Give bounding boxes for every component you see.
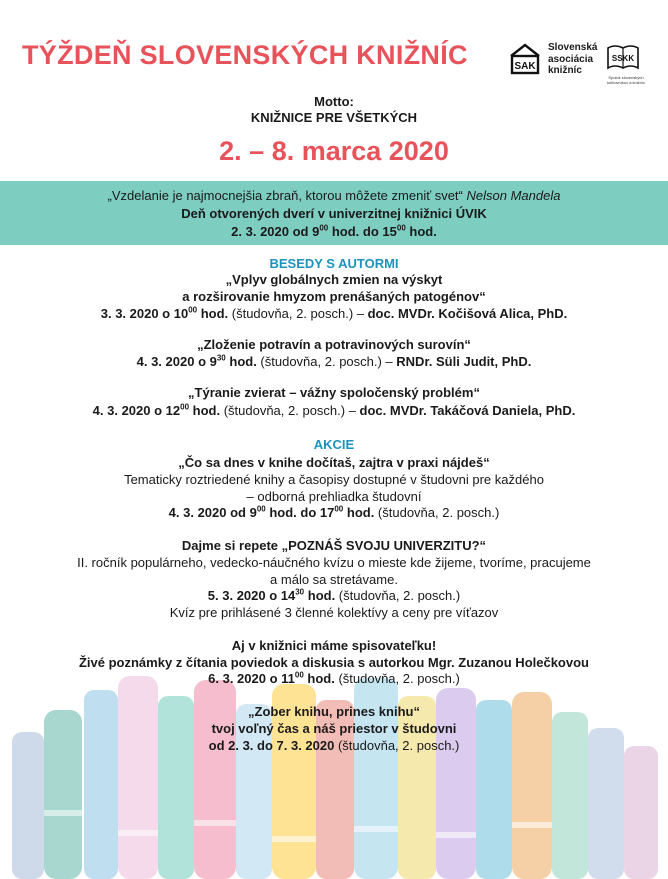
time-sup: 00 — [294, 670, 304, 680]
book-band — [44, 810, 82, 816]
book-band — [194, 820, 236, 826]
book-band — [118, 830, 158, 836]
sak-logo-text: SAK — [514, 61, 536, 72]
event-title: „POZNÁŠ SVOJU UNIVERZITU?“ — [281, 538, 487, 553]
sak-name-line: asociácia — [548, 53, 594, 65]
event-desc: II. ročník populárneho, vedecko-náučného kvízu o mieste kde žijeme, tvoríme, pracujeme — [77, 555, 591, 570]
sak-logo-icon — [508, 42, 542, 76]
event-desc-line — [0, 655, 668, 670]
event-title: „Zober knihu, prines knihu“ — [248, 704, 420, 719]
motto-text: KNIŽNICE PRE VŠETKÝCH — [250, 110, 418, 125]
section-heading-besedy: BESEDY S AUTORMI — [269, 256, 399, 271]
event-time: hod. — [343, 505, 375, 520]
event-details — [0, 403, 668, 418]
event-place: (študovňa, 2. posch.) — [334, 738, 460, 753]
event-details — [0, 738, 668, 753]
event-speaker: doc. MVDr. Takáčová Daniela, PhD. — [359, 403, 576, 418]
event-desc: tvoj voľný čas a náš priestor v študovni — [211, 721, 457, 736]
event-author: Mgr. Zuzanou Holečkovou — [427, 655, 589, 670]
event-time: 4. 3. 2020 od 9 — [168, 505, 257, 520]
event-time: hod. — [189, 403, 221, 418]
time-sup: 00 — [396, 223, 406, 233]
event-time: od 2. 3. do 7. 3. 2020 — [208, 738, 335, 753]
time-sup: 30 — [216, 353, 226, 363]
event-details — [0, 306, 668, 321]
event-time: 3. 3. 2020 o 10 — [100, 306, 189, 321]
band-quote-author: Nelson Mandela — [466, 188, 561, 203]
sak-name-line: knižníc — [548, 65, 582, 76]
sskk-logo-text: SSKK — [611, 54, 635, 63]
book-band — [436, 832, 476, 838]
event-dates: 2. – 8. marca 2020 — [219, 136, 449, 166]
event-time: 4. 3. 2020 o 12 — [92, 403, 181, 418]
book-spine — [624, 746, 658, 879]
event-place: (študovňa, 2. posch.) — [335, 588, 461, 603]
event-desc: Tematicky roztriedené knihy a časopisy dostupné v študovni pre každého — [124, 472, 544, 487]
time-sup: 00 — [319, 223, 329, 233]
band-open-day-time — [0, 224, 668, 239]
event-title: „Zloženie potravín a potravinových surovín“ — [197, 337, 471, 352]
event-speaker: doc. MVDr. Kočišová Alica, PhD. — [367, 306, 568, 321]
time-sup: 00 — [334, 504, 344, 514]
book-band — [354, 826, 398, 832]
event-place: (študovňa, 2. posch.) — [374, 505, 500, 520]
sak-name — [548, 42, 597, 77]
event-place: (študovňa, 2. posch.) – — [228, 306, 368, 321]
event-desc: Kvíz pre prihlásené 3 členné kolektívy a ceny pre víťazov — [169, 605, 499, 620]
event-title: „Týranie zvierat – vážny spoločenský problém“ — [188, 385, 480, 400]
book-spine — [12, 732, 44, 879]
time-sup: 00 — [188, 305, 198, 315]
band-open-day: Deň otvorených dverí v univerzitnej knižnici ÚVIK — [181, 206, 487, 221]
event-details — [0, 354, 668, 369]
band-quote-line — [0, 188, 668, 203]
event-title-line — [0, 538, 668, 553]
sskk-logo-icon — [606, 42, 640, 72]
page-title: TÝŽDEŇ SLOVENSKÝCH KNIŽNÍC — [22, 40, 468, 70]
event-time: hod. — [197, 306, 229, 321]
sskk-subtitle: Spolok slovenských knihovníkov a knižníc — [606, 75, 646, 85]
event-time: 5. 3. 2020 o 14 — [207, 588, 296, 603]
time-sup: 30 — [295, 587, 305, 597]
event-time: hod. do 17 — [265, 505, 335, 520]
event-place: (študovňa, 2. posch.) — [334, 671, 460, 686]
event-time: 6. 3. 2020 o 11 — [208, 671, 295, 686]
event-desc: Živé poznámky z čítania poviedok a diskusia s autorkou — [78, 655, 428, 670]
event-desc: – odborná prehliadka študovní — [246, 489, 422, 504]
event-place: (študovňa, 2. posch.) – — [220, 403, 360, 418]
motto-label: Motto: — [314, 94, 354, 109]
band-quote: „Vzdelanie je najmocnejšia zbraň, ktorou môžete zmeniť svet“ — [107, 188, 463, 203]
event-details — [0, 671, 668, 686]
book-band — [512, 822, 552, 828]
event-time: hod. — [304, 588, 336, 603]
section-heading-akcie: AKCIE — [313, 437, 355, 452]
time-part: hod. do 15 — [328, 224, 397, 239]
time-sup: 00 — [256, 504, 266, 514]
event-title: Aj v knižnici máme spisovateľku! — [231, 638, 437, 653]
time-part: hod. — [405, 224, 437, 239]
time-sup: 00 — [180, 402, 190, 412]
event-speaker: RNDr. Süli Judit, PhD. — [396, 354, 532, 369]
event-title: Dajme si repete — [181, 538, 282, 553]
time-part: 2. 3. 2020 od 9 — [231, 224, 320, 239]
books-illustration — [0, 660, 668, 879]
event-place: (študovňa, 2. posch.) – — [256, 354, 397, 369]
event-desc: a málo sa stretávame. — [270, 572, 398, 587]
event-details — [0, 505, 668, 520]
book-band — [272, 836, 316, 842]
event-title: a rozširovanie hmyzom prenášaných patogénov“ — [182, 289, 486, 304]
event-title: „Vplyv globálnych zmien na výskyt — [225, 272, 443, 287]
event-time: hod. — [225, 354, 257, 369]
event-time: 4. 3. 2020 o 9 — [136, 354, 217, 369]
sak-name-line: Slovenská — [548, 42, 598, 53]
event-title: „Čo sa dnes v knihe dočítaš, zajtra v praxi nájdeš“ — [178, 455, 490, 470]
event-time: hod. — [303, 671, 335, 686]
event-details — [0, 588, 668, 603]
